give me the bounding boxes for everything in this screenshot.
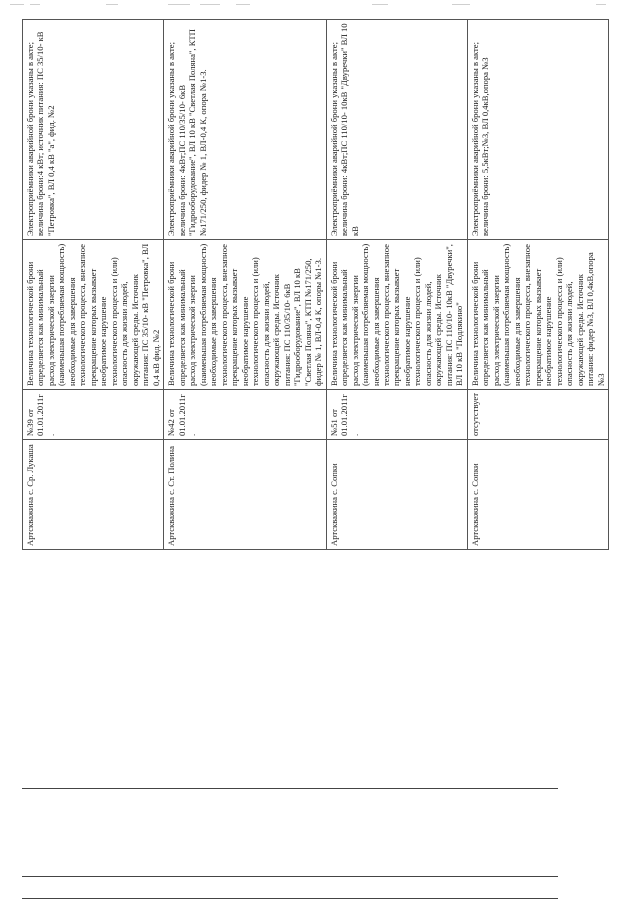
description-cell: Величина технологической брони определяется как минимальный расход электрической энергии (наименьшая потребляемая мощность) необходимые для завершения технологического процесса, внезапное прекращение которых вызывает необратимое нарушение технологического процесса и (или) опасность для жизни людей, окружающей среды. Источник питания: ПС 35/10- кВ "Петровка", ВЛ 0,4 кВ фид. №2 [23, 240, 164, 390]
table-row [326, 20, 467, 550]
act-cell: №42 от 01.01.2011г. [164, 390, 326, 440]
emergency-cell: Электроприёмники аварийной брони указаны в акте; величина брони: 4кВт;ПС 110/10- 10кВ "Двуречки" ВЛ 10 кВ [326, 20, 467, 240]
table-row [23, 20, 164, 550]
object-cell: Артскважина с. Ср. Лукаша [23, 440, 164, 550]
footer-line-1 [22, 788, 558, 789]
emergency-cell: Электроприёмники аварийной брони указаны в акте; величина брони:4 кВт; источник питания: ПС 35/10- кВ "Петровка", ВЛ 0,4 кВ "а", фид. №2 [23, 20, 164, 240]
description-cell: Величина технологической брони определяется как минимальный расход электрической энергии (наименьшая потребляемая мощность) необходимые для завершения технологического процесса, внезапное прекращение которых вызывает необратимое нарушение технологического процесса и (или) опасность для жизни людей, окружающей среды. Источник питания: ПС 110/10- 10кВ "Двуречки", ВЛ 10 кВ "Подлякино" [326, 240, 467, 390]
object-cell: Артскважина с. Ст. Полина [164, 440, 326, 550]
object-cell: Артскважина с. Сопки [326, 440, 467, 550]
act-cell: №51 от 01.01.2011г. [326, 390, 467, 440]
emergency-cell: Электроприёмники аварийной брони указаны в акте; величина брони: 5,5кВт;№3, ВЛ 0,4кВ,опора №3 [467, 20, 608, 240]
backup-power-table [22, 19, 609, 550]
object-cell: Артскважина с. Сопки [467, 440, 608, 550]
footer-line-2 [22, 876, 558, 877]
act-cell: отсутствует [467, 390, 608, 440]
act-cell: №39 от 01.01.2011г. [23, 390, 164, 440]
emergency-cell: Электроприёмники аварийной брони указаны в акте; величина брони: 4кВт;ПС 110/35/10- 6кВ "Гидрооборудование", ВЛ 10 кВ "Светлая Поляна", КТП №171/250, фидер № 1, ВЛ-0,4 К, опора №1-3. [164, 20, 326, 240]
description-cell: Величина технологической брони определяется как минимальный расход электрической энергии (наименьшая потребляемая мощность) необходимые для завершения технологического процесса, внезапное прекращение которых вызывает необратимое нарушение технологического процесса и (или) опасность для жизни людей, окружающей среды. Источник питания: фидер №3, ВЛ 0,4кВ,опора №3 [467, 240, 608, 390]
footer-line-3 [22, 898, 558, 899]
header-marks [0, 4, 640, 12]
description-cell: Величина технологической брони определяется как минимальный расход электрической энергии (наименьшая потребляемая мощность) необходимые для завершения технологического процесса, внезапное прекращение которых вызывает необратимое нарушение технологического процесса и (или) опасность для жизни людей, окружающей среды. Источник питания: ПС 110/35/10- 6кВ "Гидрооборудование", ВЛ 10 кВ "Светлая Поляна", КТП №171/250, фидер № 1, ВЛ-0,4 К, опоры №1-3. [164, 240, 326, 390]
table-row [164, 20, 326, 550]
rotated-table-frame [22, 20, 606, 550]
table-row [467, 20, 608, 550]
